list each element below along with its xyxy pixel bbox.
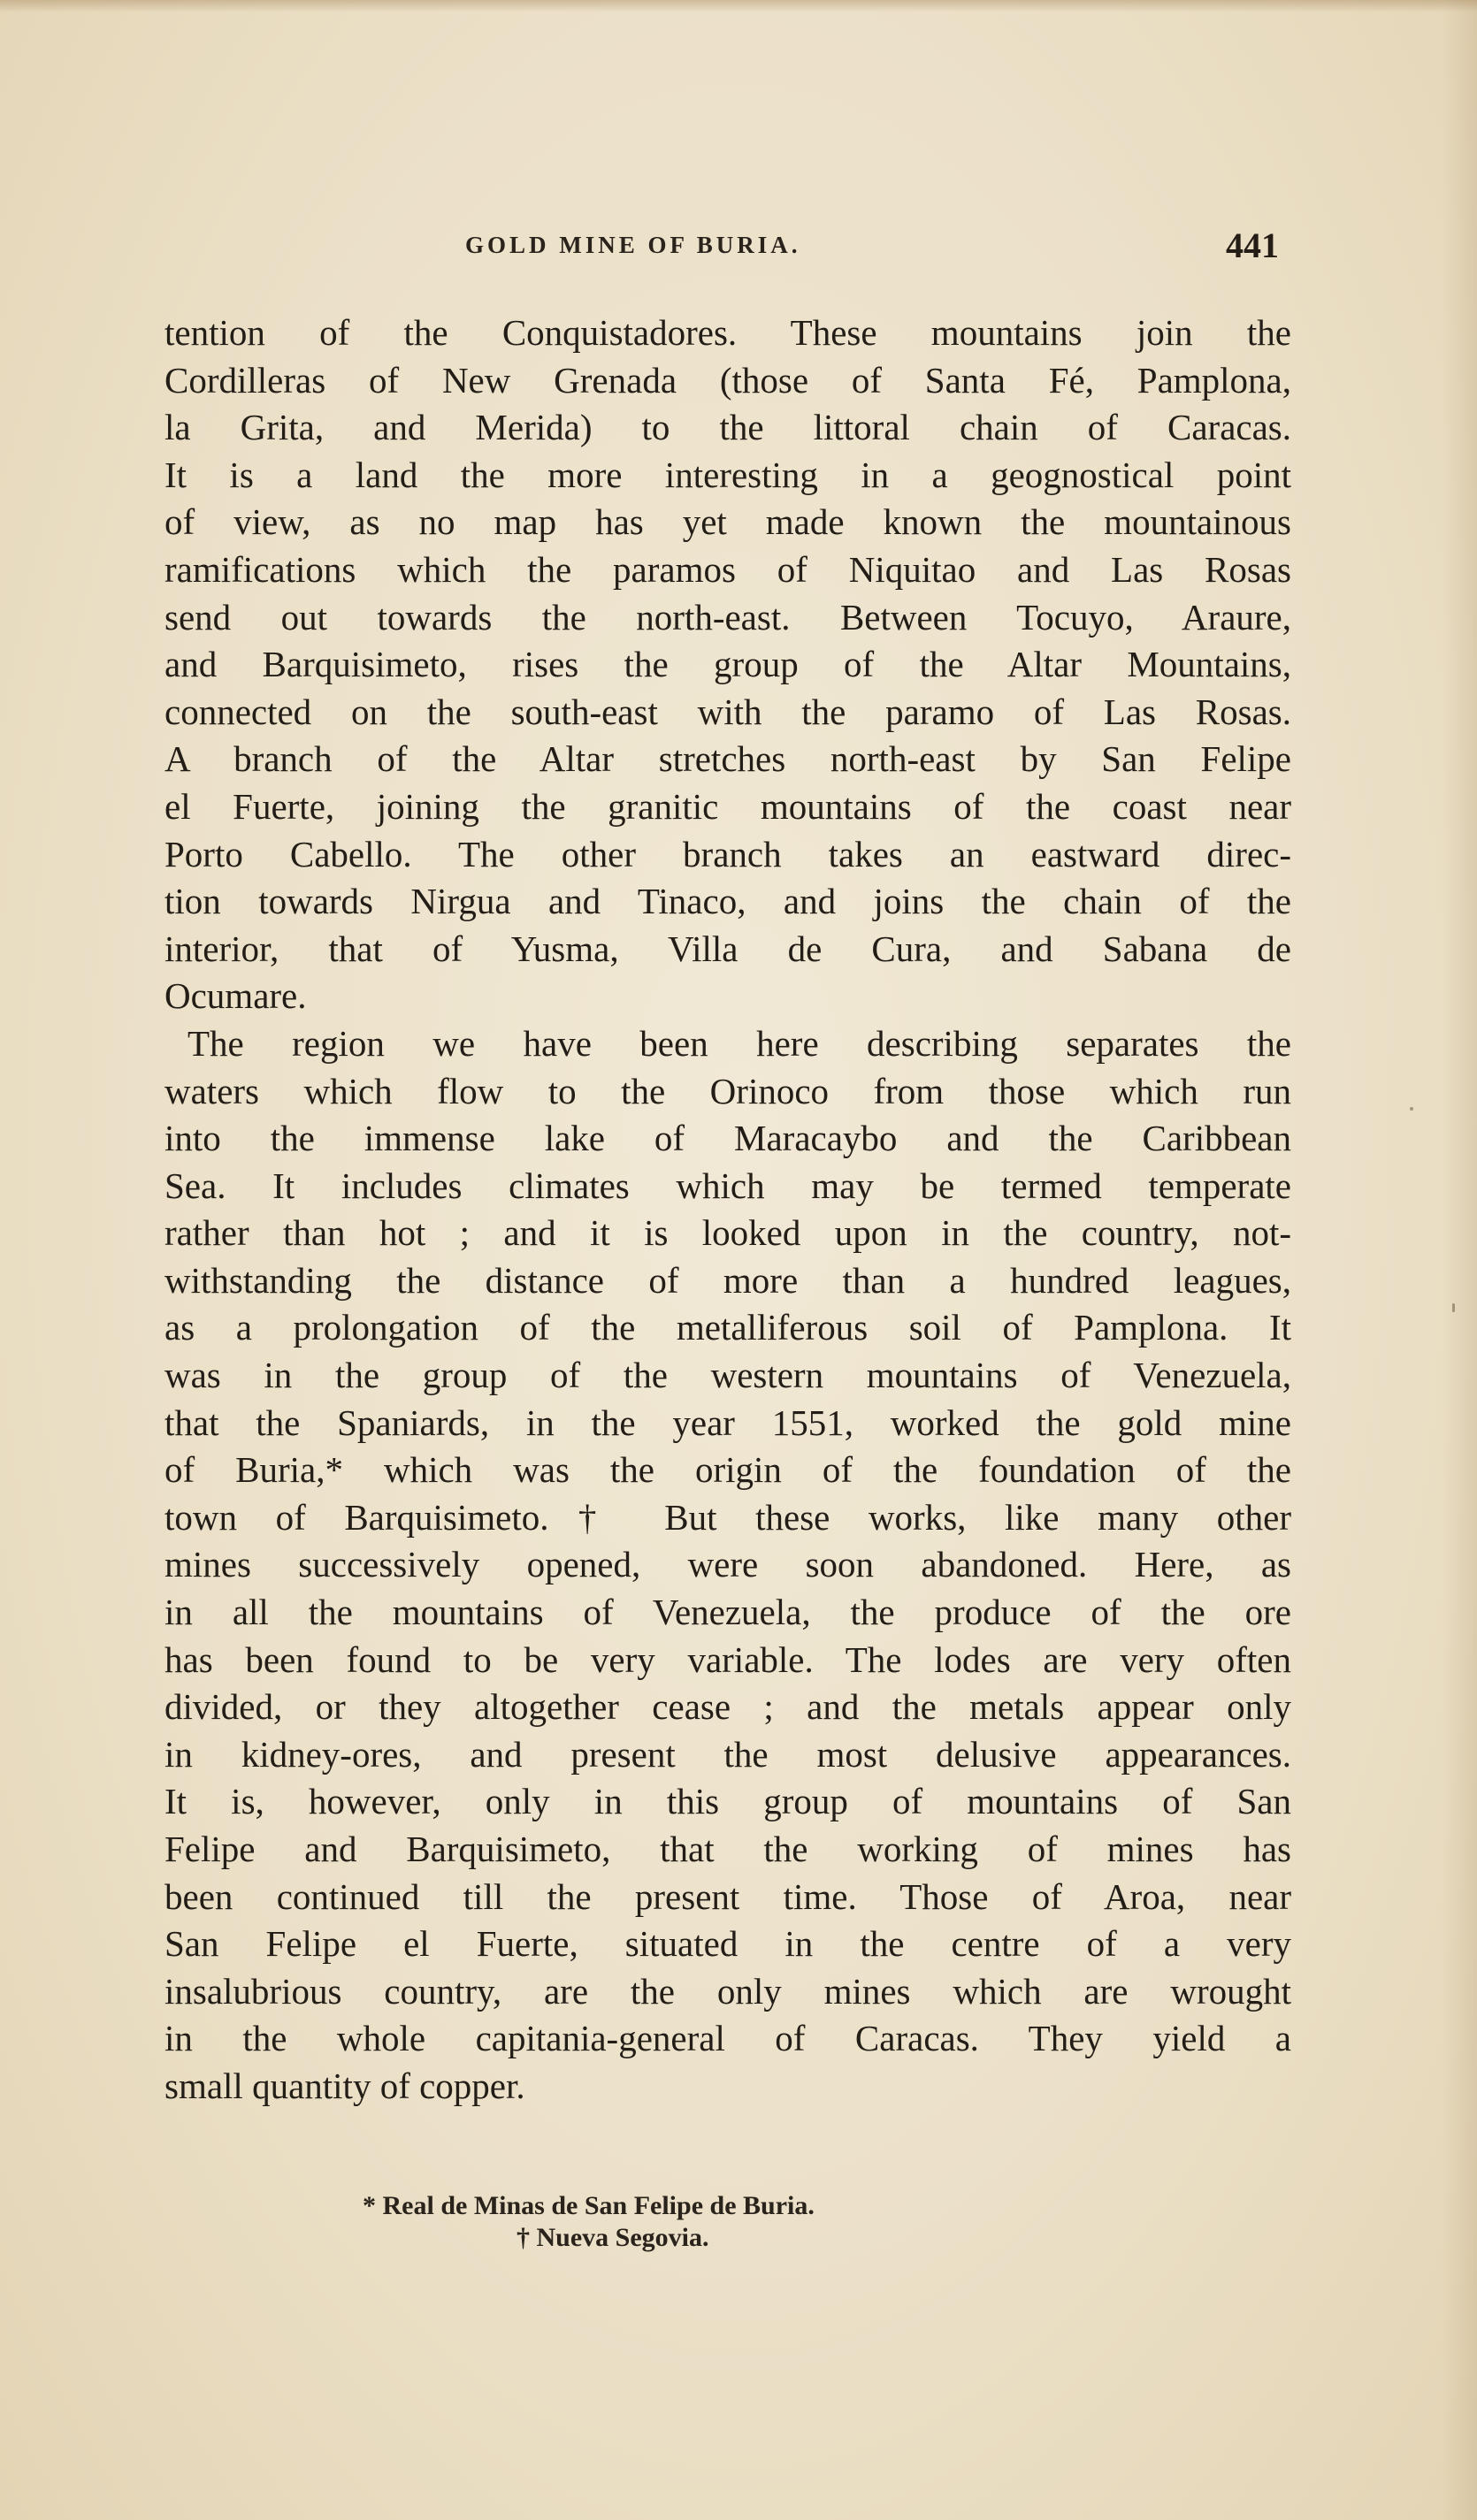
page-top-shadow (0, 0, 1477, 12)
text-line: connected on the south-east with the paramo of Las Rosas. (165, 691, 1291, 732)
paper-speck (1410, 1107, 1413, 1111)
text-line: waters which flow to the Orinoco from those which run (165, 1070, 1291, 1111)
paper-mark (1452, 1303, 1455, 1312)
text-line: in all the mountains of Venezuela, the produce of the ore (165, 1592, 1291, 1633)
text-line: has been found to be very variable. The lodes are very often (165, 1638, 1291, 1680)
text-line: It is a land the more interesting in a geognostical point (165, 454, 1291, 495)
page-number: 441 (1226, 225, 1279, 265)
text-line: in kidney-ores, and present the most delusive appearances. (165, 1733, 1291, 1775)
text-line: send out towards the north-east. Between Tocuyo, Araure, (165, 596, 1291, 638)
text-line: tention of the Conquistadores. These mountains join the (165, 312, 1291, 353)
text-line: la Grita, and Merida) to the littoral chain of Caracas. (165, 407, 1291, 448)
running-head (465, 225, 1279, 267)
text-line: divided, or they altogether cease ; and the metals appear only (165, 1686, 1291, 1728)
text-line: tion towards Nirgua and Tinaco, and joins the chain of the (165, 881, 1291, 922)
text-line: that the Spaniards, in the year 1551, worked the gold mine (165, 1401, 1291, 1443)
text-line: It is, however, only in this group of mountains of San (165, 1781, 1291, 1822)
footnote-dagger: † Nueva Segovia. (517, 2223, 709, 2252)
paragraph-end-line: Ocumare. (165, 975, 307, 1017)
text-line: of Buria,* which was the origin of the foundation of the (165, 1449, 1291, 1491)
text-line: of view, as no map has yet made known the mountainous (165, 501, 1291, 543)
text-line: Felipe and Barquisimeto, that the working of mines has (165, 1829, 1291, 1869)
text-line: Sea. It includes climates which may be termed temperate (165, 1165, 1291, 1206)
text-line: and Barquisimeto, rises the group of the Altar Mountains, (165, 644, 1291, 685)
text-line: el Fuerte, joining the granitic mountains of the coast near (165, 785, 1291, 827)
paragraph-start-line: The region we have been here describing separates the (187, 1022, 1291, 1064)
text-line: rather than hot ; and it is looked upon in the country, not- (165, 1212, 1291, 1254)
text-line: into the immense lake of Maracaybo and the Caribbean (165, 1118, 1291, 1159)
text-line: been continued till the present time. Those of Aroa, near (165, 1875, 1291, 1917)
text-line: San Felipe el Fuerte, situated in the centre of a very (165, 1923, 1291, 1965)
text-line: mines successively opened, were soon abandoned. Here, as (165, 1544, 1291, 1585)
text-line: interior, that of Yusma, Villa de Cura, and Sabana de (165, 928, 1291, 969)
paragraph-end-line: small quantity of copper. (165, 2065, 525, 2106)
text-line: town of Barquisimeto.† But these works, like many other (165, 1496, 1291, 1538)
text-line: in the whole capitania-general of Caracas. They yield a (165, 2018, 1291, 2059)
text-line: withstanding the distance of more than a hundred leagues, (165, 1259, 1291, 1301)
text-line: A branch of the Altar stretches north-east by San Felipe (165, 738, 1291, 780)
running-title: GOLD MINE OF BURIA. (465, 232, 801, 258)
text-line: insalubrious country, are the only mines which are wrought (165, 1970, 1291, 2012)
text-line: as a prolongation of the metalliferous soil of Pamplona. It (165, 1307, 1291, 1348)
text-line: Cordilleras of New Grenada (those of Santa Fé, Pamplona, (165, 359, 1291, 401)
page-right-shadow (1442, 0, 1477, 2520)
text-line: Porto Cabello. The other branch takes an eastward direc- (165, 833, 1291, 874)
text-line: was in the group of the western mountains of Venezuela, (165, 1355, 1291, 1396)
text-line: ramifications which the paramos of Niquitao and Las Rosas (165, 548, 1291, 590)
footnote-asterisk: * Real de Minas de San Felipe de Buria. (363, 2191, 815, 2220)
body-text (165, 309, 1291, 2111)
